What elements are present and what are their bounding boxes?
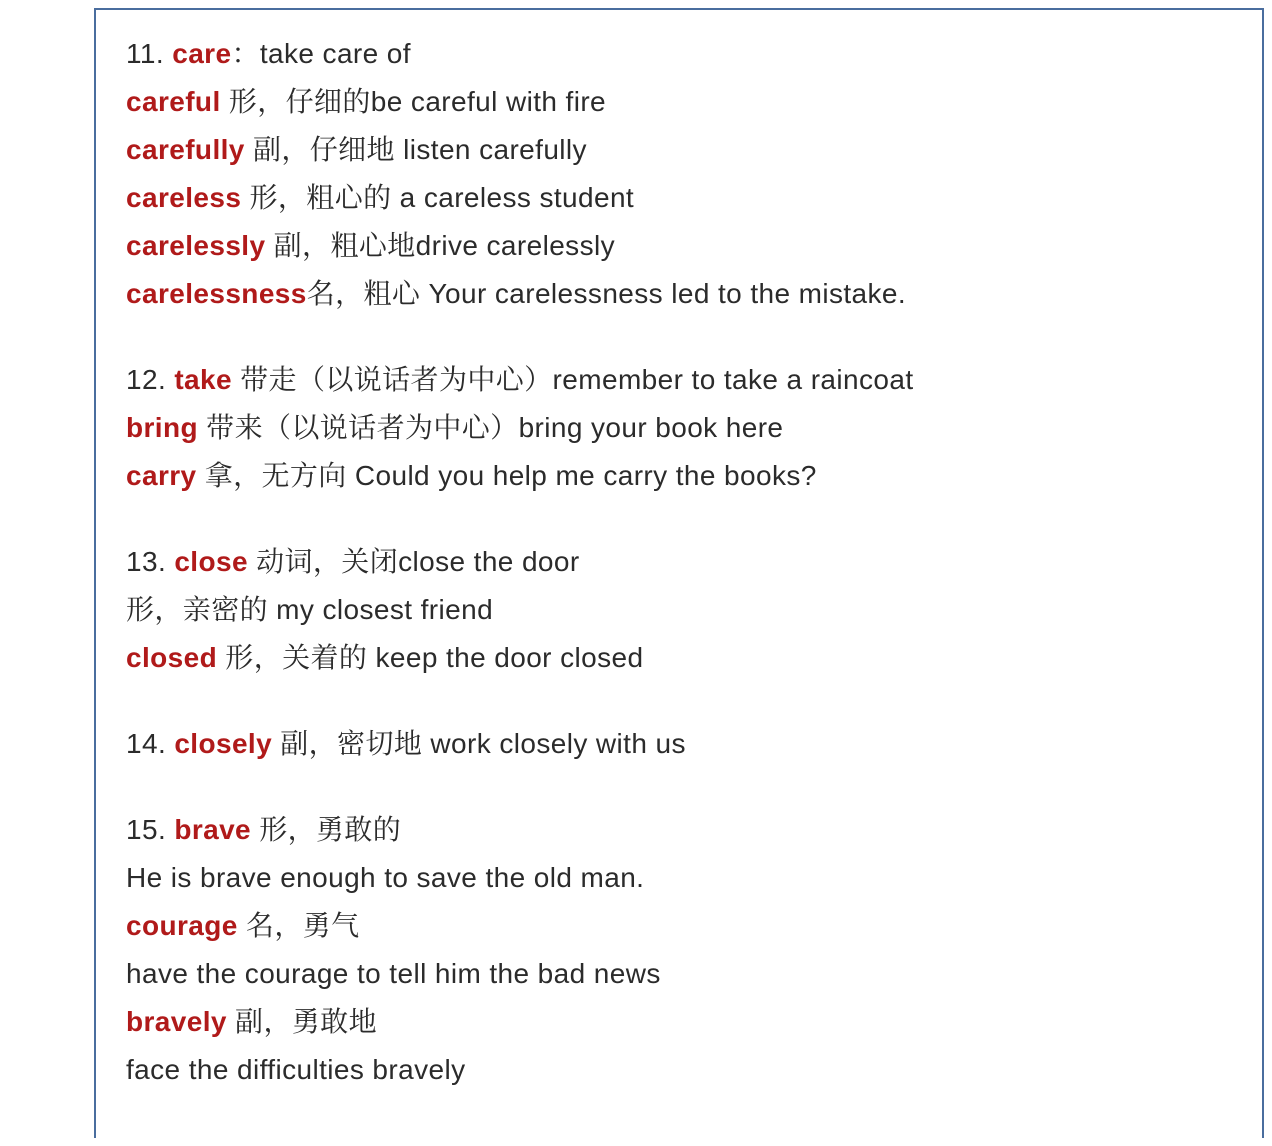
entry-text: 名，勇气 (237, 910, 360, 941)
entry-text: 动词，关闭close the door (247, 546, 580, 577)
page-border-top (94, 8, 1264, 10)
entry-keyword: bring (126, 412, 198, 443)
entry-line (126, 1046, 1236, 1094)
entry-text: 形，亲密的 my closest friend (126, 594, 494, 625)
entry-keyword: courage (126, 910, 238, 941)
entry-keyword: carelessness (126, 278, 307, 309)
vocabulary-list (126, 30, 1236, 1094)
entry-text: He is brave enough to save the old man. (126, 862, 645, 893)
entry-text: 副，粗心地drive carelessly (265, 230, 615, 261)
entry-keyword: take (174, 364, 232, 395)
entry-line (126, 222, 1236, 270)
entry-number: 11. (126, 38, 173, 69)
entry-number: 14. (126, 728, 175, 759)
entry-line (126, 356, 1236, 404)
entry-keyword: carefully (126, 134, 245, 165)
entry-keyword: care (172, 38, 232, 69)
entry-text: 副，勇敢地 (226, 1006, 378, 1037)
vocabulary-entry (126, 538, 1236, 682)
entry-line (126, 720, 1236, 768)
entry-line (126, 538, 1236, 586)
entry-text: 形，勇敢的 (251, 814, 402, 845)
entry-line (126, 634, 1236, 682)
entry-line (126, 854, 1236, 902)
entry-keyword: carelessly (126, 230, 266, 261)
entry-keyword: careless (126, 182, 242, 213)
entry-line (126, 950, 1236, 998)
entry-keyword: careful (126, 86, 221, 117)
entry-keyword: bravely (126, 1006, 227, 1037)
entry-keyword: close (174, 546, 248, 577)
entry-line (126, 806, 1236, 854)
vocabulary-entry (126, 356, 1236, 500)
entry-line (126, 174, 1236, 222)
vocabulary-entry (126, 30, 1236, 318)
entry-keyword: carry (126, 460, 197, 491)
entry-line (126, 78, 1236, 126)
entry-text: 副，仔细地 listen carefully (244, 134, 587, 165)
vocabulary-entry (126, 806, 1236, 1094)
entry-line (126, 30, 1236, 78)
entry-keyword: closely (174, 728, 273, 759)
entry-text: 副，密切地 work closely with us (272, 728, 686, 759)
entry-text: face the difficulties bravely (126, 1054, 466, 1085)
entry-text: have the courage to tell him the bad news (126, 958, 661, 989)
entry-line (126, 270, 1236, 318)
entry-text: 名，粗心 Your carelessness led to the mistake. (306, 278, 907, 309)
entry-line (126, 902, 1236, 950)
entry-text: 形，关着的 keep the door closed (217, 642, 644, 673)
entry-keyword: brave (174, 814, 252, 845)
entry-text: 带来（以说话者为中心）bring your book here (198, 412, 784, 443)
page-border-right (1262, 8, 1264, 1138)
entry-keyword: closed (126, 642, 218, 673)
entry-text: 拿，无方向 Could you help me carry the books? (196, 460, 817, 491)
entry-line (126, 404, 1236, 452)
entry-number: 12. (126, 364, 175, 395)
entry-text: 形，仔细的be careful with fire (220, 86, 607, 117)
entry-number: 13. (126, 546, 175, 577)
vocabulary-entry (126, 720, 1236, 768)
entry-line (126, 452, 1236, 500)
entry-text: 带走（以说话者为中心）remember to take a raincoat (231, 364, 914, 395)
page-border-left (94, 8, 96, 1138)
entry-text: 形，粗心的 a careless student (241, 182, 635, 213)
entry-line (126, 586, 1236, 634)
entry-text: ：take care of (231, 38, 411, 69)
entry-line (126, 126, 1236, 174)
entry-number: 15. (126, 814, 175, 845)
entry-line (126, 998, 1236, 1046)
